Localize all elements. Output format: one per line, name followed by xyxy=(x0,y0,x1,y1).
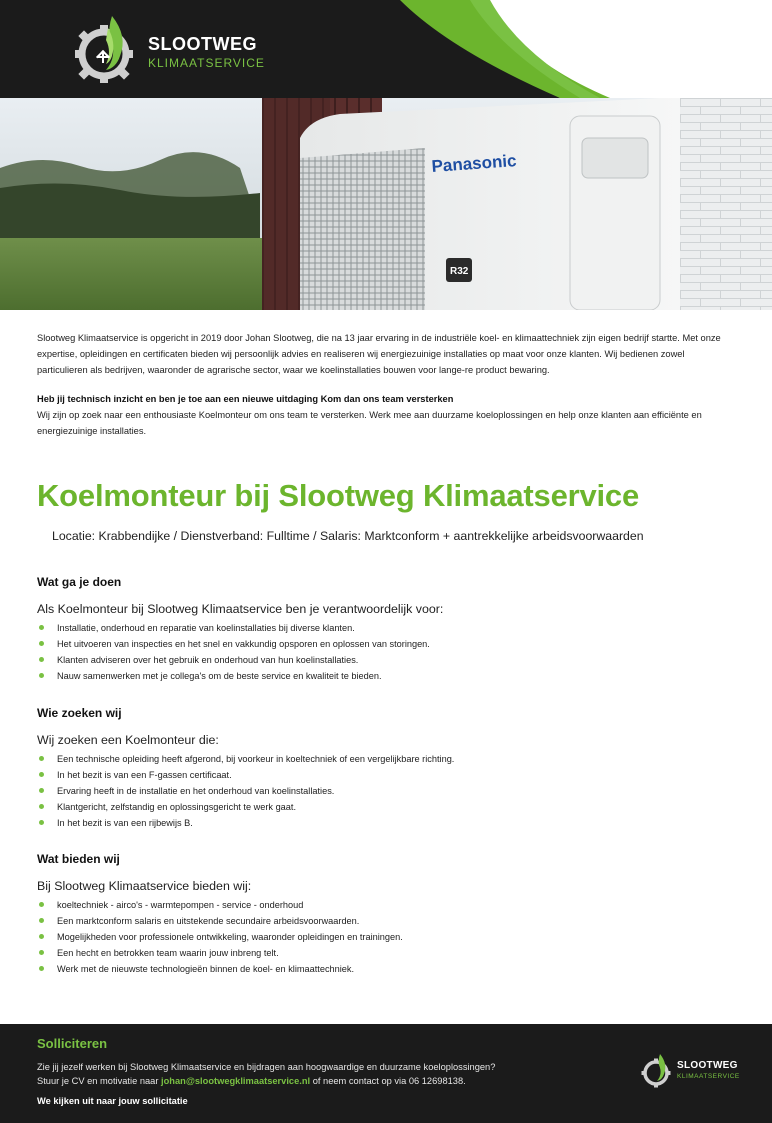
section-heading: Wat ga je doen xyxy=(37,575,122,589)
footer-logo-name: SLOOTWEG xyxy=(677,1060,738,1071)
page-footer xyxy=(0,1024,772,1123)
bullet-dot-icon xyxy=(39,788,44,793)
bullet-dot-icon xyxy=(39,918,44,923)
hero-brand-label: Panasonic xyxy=(430,151,518,176)
bullet-dot-icon xyxy=(39,657,44,662)
intro-section xyxy=(37,330,737,439)
section-lead: Wij zoeken een Koelmonteur die: xyxy=(37,733,219,747)
footer-logo-subtitle: KLIMAATSERVICE xyxy=(677,1073,740,1080)
list-item: Klantgericht, zelfstandig en oplossingsgericht te werk gaat. xyxy=(37,799,737,815)
section-lead: Bij Slootweg Klimaatservice bieden wij: xyxy=(37,879,252,893)
footer-closing: We kijken uit naar jouw sollicitatie xyxy=(37,1096,188,1106)
gear-flame-icon xyxy=(637,1052,675,1090)
logo-name: SLOOTWEG xyxy=(148,34,257,54)
footer-logo[interactable] xyxy=(637,1052,747,1092)
bullet-dot-icon xyxy=(39,950,44,955)
section-heading: Wat bieden wij xyxy=(37,852,120,866)
hero-illustration xyxy=(0,98,772,310)
section-wie-zoeken-wij xyxy=(37,706,737,831)
footer-line-2-prefix: Stuur je CV en motivatie naar xyxy=(37,1076,162,1086)
intro-paragraph: Slootweg Klimaatservice is opgericht in 2019 door Johan Slootweg, die na 13 jaar ervaring in de industriële koel- en klimaattechniek zijn eigen bedrijf startte. Met onze expertise, opleidingen en certificaten bieden wij persoonlijk advies en realiseren wij energiezuinige installaties op maat voor onze klanten. Wij bedienen zowel particulieren als bedrijven, waaronder de agrarische sector, waar we koelinstallaties bouwen voor lange-re product bewaring. xyxy=(37,333,721,375)
footer-title: Solliciteren xyxy=(37,1036,108,1051)
list-item: Mogelijkheden voor professionele ontwikkeling, waaronder opleidingen en trainingen. xyxy=(37,929,737,945)
list-item: In het bezit is van een rijbewijs B. xyxy=(37,815,737,831)
list-item: Ervaring heeft in de installatie en het onderhoud van koelinstallaties. xyxy=(37,783,737,799)
list-item: Nauw samenwerken met je collega's om de beste service en kwaliteit te bieden. xyxy=(37,668,737,684)
section-lead: Als Koelmonteur bij Slootweg Klimaatservice ben je verantwoordelijk voor: xyxy=(37,602,444,616)
intro-heading: Heb jij technisch inzicht en ben je toe aan een nieuwe uitdaging Kom dan ons team versterken xyxy=(37,394,454,404)
email-link[interactable]: johan@slootwegklimaatservice.nl xyxy=(161,1076,311,1086)
bullet-list xyxy=(37,751,737,831)
job-title: Koelmonteur bij Slootweg Klimaatservice xyxy=(37,478,640,513)
bullet-dot-icon xyxy=(39,804,44,809)
bullet-dot-icon xyxy=(39,673,44,678)
intro-paragraph-2: Wij zijn op zoek naar een enthousiaste Koelmonteur om ons team te versterken. Werk mee aan duurzame koeloplossingen en help onze klanten aan efficiënte en energiezuinige installaties. xyxy=(37,410,702,436)
list-item: Een hecht en betrokken team waarin jouw inbreng telt. xyxy=(37,945,737,961)
list-item: Werk met de nieuwste technologieën binnen de koel- en klimaattechniek. xyxy=(37,961,737,977)
section-heading: Wie zoeken wij xyxy=(37,706,122,720)
list-item: In het bezit is van een F-gassen certificaat. xyxy=(37,767,737,783)
section-wat-ga-je-doen xyxy=(37,575,737,684)
bullet-dot-icon xyxy=(39,820,44,825)
list-item: Een technische opleiding heeft afgerond, bij voorkeur in koeltechniek of een vergelijkbare richting. xyxy=(37,751,737,767)
bullet-dot-icon xyxy=(39,772,44,777)
job-meta: Locatie: Krabbendijke / Dienstverband: Fulltime / Salaris: Marktconform + aantrekkelijke arbeidsvoorwaarden xyxy=(52,529,644,543)
bullet-dot-icon xyxy=(39,756,44,761)
footer-line-1: Zie jij jezelf werken bij Slootweg Klimaatservice en bijdragen aan hoogwaardige en duurzame koeloplossingen? xyxy=(37,1062,496,1072)
footer-line-2 xyxy=(37,1076,466,1086)
logo-subtitle: KLIMAATSERVICE xyxy=(148,56,265,70)
list-item: Installatie, onderhoud en reparatie van koelinstallaties bij diverse klanten. xyxy=(37,620,737,636)
hero-image-airco-unit xyxy=(0,98,772,310)
list-item: Klanten adviseren over het gebruik en onderhoud van hun koelinstallaties. xyxy=(37,652,737,668)
footer-line-2-suffix: of neem contact op via 06 12698138. xyxy=(310,1076,466,1086)
page-header xyxy=(0,0,772,98)
bullet-dot-icon xyxy=(39,966,44,971)
gear-flame-icon xyxy=(66,12,142,88)
bullet-dot-icon xyxy=(39,625,44,630)
bullet-dot-icon xyxy=(39,641,44,646)
hero-refrigerant-label: R32 xyxy=(450,266,469,277)
list-item: Het uitvoeren van inspecties en het snel en vakkundig opsporen en oplossen van storingen. xyxy=(37,636,737,652)
list-item: Een marktconform salaris en uitstekende secundaire arbeidsvoorwaarden. xyxy=(37,913,737,929)
header-logo[interactable] xyxy=(66,12,266,90)
bullet-dot-icon xyxy=(39,934,44,939)
bullet-dot-icon xyxy=(39,902,44,907)
list-item: koeltechniek - airco's - warmtepompen - service - onderhoud xyxy=(37,897,737,913)
bullet-list xyxy=(37,620,737,684)
bullet-list xyxy=(37,897,737,977)
section-wat-bieden-wij xyxy=(37,852,737,977)
